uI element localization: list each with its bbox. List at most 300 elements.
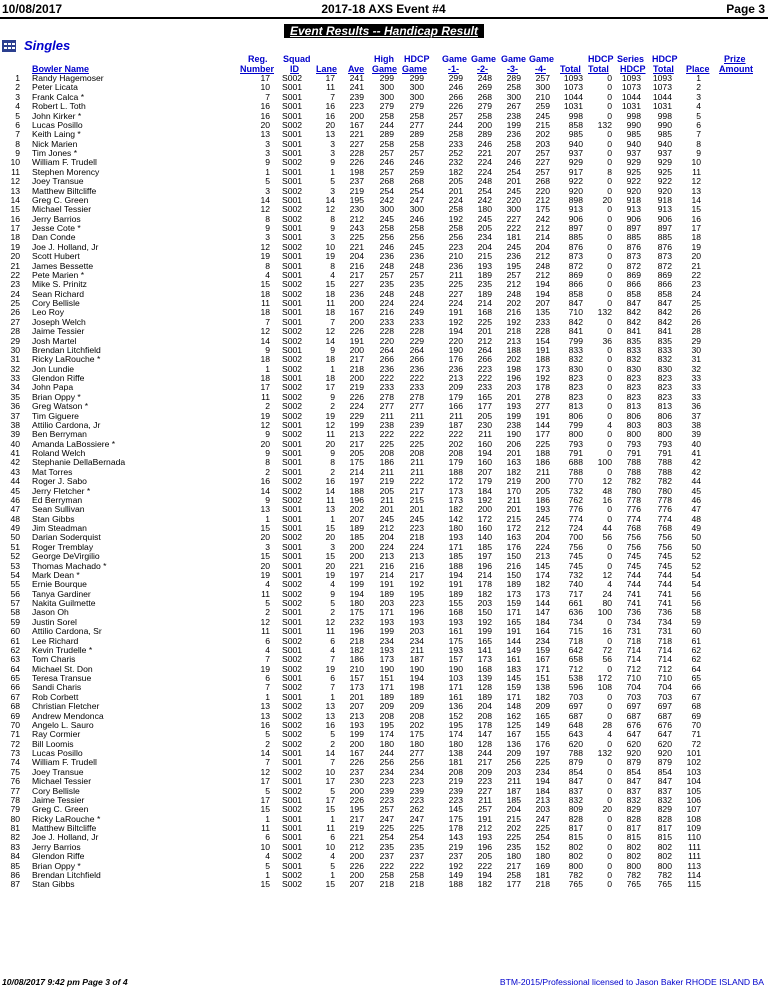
hdcp-grand-total: 817: [657, 823, 672, 833]
series-hdcp: 832: [626, 794, 641, 805]
reg-number: 1: [265, 691, 270, 702]
lane: 9: [330, 448, 335, 458]
lane: 3: [330, 185, 335, 196]
row-index: 48: [10, 513, 20, 524]
series-hdcp: 873: [626, 251, 641, 262]
lane: 17: [325, 776, 335, 787]
hdcp-game: 216: [409, 560, 424, 571]
col-prize-2: Amount: [719, 64, 753, 74]
hdcp-total: 0: [607, 110, 612, 121]
hdcp-game: 224: [409, 541, 424, 552]
row-index: 63: [10, 654, 20, 665]
hdcp-grand-total: 873: [657, 251, 672, 262]
squad-id: S002: [282, 879, 303, 890]
total: 837: [568, 785, 583, 796]
game-1: 149: [448, 869, 463, 880]
game-4: 259: [535, 101, 550, 112]
game-4: 138: [535, 682, 550, 693]
lane: 2: [330, 738, 335, 749]
hdcp-total: 0: [607, 710, 612, 721]
game-4: 204: [535, 241, 550, 252]
game-1: 157: [448, 654, 463, 665]
hdcp-game: 218: [409, 532, 424, 543]
col-g2: Game: [471, 54, 497, 64]
game-3: 212: [506, 279, 521, 290]
game-1: 176: [448, 354, 463, 365]
game-3: 159: [506, 598, 521, 608]
hdcp-game: 213: [409, 551, 424, 562]
reg-number: 18: [260, 373, 270, 383]
game-4: 145: [535, 560, 550, 571]
bowler-name: Stephen Morency: [32, 166, 100, 177]
row-index: 8: [15, 138, 20, 149]
lane: 19: [325, 663, 335, 674]
place: 4: [696, 101, 701, 112]
series-hdcp: 940: [626, 138, 641, 149]
game-2: 194: [477, 448, 492, 458]
hdcp-grand-total: 869: [657, 269, 672, 280]
hdcp-total: 0: [607, 260, 612, 271]
series-hdcp: 918: [626, 194, 641, 205]
game-2: 289: [477, 129, 492, 140]
squad-id: S001: [282, 110, 303, 121]
game-3: 199: [506, 119, 521, 130]
place: 5: [696, 110, 701, 121]
lane: 4: [330, 269, 335, 280]
row-index: 50: [10, 532, 20, 543]
row-index: 69: [10, 710, 20, 721]
game-4: 154: [535, 335, 550, 346]
high-game: 239: [379, 785, 394, 796]
game-2: 196: [477, 841, 492, 852]
hdcp-total: 0: [607, 354, 612, 365]
hdcp-game: 254: [409, 832, 424, 843]
game-1: 258: [448, 223, 463, 233]
squad-id: S001: [282, 541, 303, 552]
bowler-name: Sean Richard: [32, 288, 85, 299]
series-hdcp: 906: [626, 213, 641, 224]
row-index: 65: [10, 673, 20, 683]
place: 2: [696, 82, 701, 93]
reg-number: 17: [260, 382, 270, 393]
hdcp-game: 235: [409, 841, 424, 852]
bowler-name: Mark Dean *: [32, 569, 80, 580]
row-index: 28: [10, 326, 20, 337]
col-hdcptotal-2: Total: [588, 64, 609, 74]
game-2: 180: [477, 204, 492, 215]
page-number: Page 3: [726, 2, 765, 16]
game-3: 171: [506, 607, 521, 618]
hdcp-grand-total: 920: [657, 748, 672, 758]
high-game: 224: [379, 298, 394, 308]
game-1: 171: [448, 682, 463, 693]
place: 33: [691, 373, 701, 383]
bowler-name: Mike S. Prinitz: [32, 279, 87, 290]
game-1: 143: [448, 832, 463, 843]
average: 225: [349, 232, 364, 243]
reg-number: 3: [265, 148, 270, 158]
total: 823: [568, 382, 583, 393]
hdcp-total: 0: [607, 232, 612, 243]
reg-number: 7: [265, 757, 270, 768]
lane: 11: [326, 298, 335, 308]
reg-number: 15: [260, 523, 270, 533]
game-1: 178: [448, 823, 463, 833]
hdcp-game: 257: [409, 148, 424, 158]
hdcp-total: 0: [607, 176, 612, 187]
game-1: 224: [448, 194, 463, 205]
hdcp-grand-total: 906: [657, 213, 672, 224]
hdcp-game: 218: [409, 879, 424, 890]
place: 42: [691, 466, 701, 477]
row-index: 14: [10, 194, 20, 205]
total: 782: [568, 869, 583, 880]
report-date: 10/08/2017: [2, 2, 63, 16]
series-hdcp: 858: [626, 288, 641, 299]
game-2: 245: [477, 213, 492, 224]
hdcp-total: 0: [607, 391, 612, 402]
average: 212: [349, 841, 364, 852]
reg-number: 20: [260, 438, 270, 449]
col-squad: Squad: [283, 54, 311, 64]
row-index: 43: [10, 466, 20, 477]
bowler-name: Matthew Biltcliffe: [32, 185, 97, 196]
game-4: 212: [535, 223, 550, 233]
total: 745: [568, 551, 583, 562]
bowler-name: Attilio Cardona, Sr: [32, 626, 102, 637]
row-index: 40: [10, 438, 20, 449]
hdcp-game: 249: [409, 307, 424, 318]
lane: 12: [325, 326, 335, 337]
bowler-name: Cory Bellisle: [32, 298, 80, 308]
total: 800: [568, 429, 583, 440]
game-4: 257: [535, 148, 550, 158]
game-3: 236: [506, 129, 521, 140]
row-index: 62: [10, 644, 20, 655]
reg-number: 5: [265, 860, 270, 871]
bowler-name: Tom Charis: [32, 654, 76, 665]
reg-number: 1: [265, 363, 270, 374]
reg-number: 1: [265, 869, 270, 880]
col-bowler-name: Bowler Name: [32, 64, 90, 74]
hdcp-game: 211: [410, 466, 424, 477]
total: 866: [568, 279, 583, 290]
place: 60: [691, 626, 701, 637]
place: 59: [691, 616, 701, 627]
place: 108: [686, 813, 701, 824]
col-total: Total: [560, 64, 581, 74]
hdcp-game: 208: [409, 448, 424, 458]
hdcp-total: 28: [602, 719, 612, 730]
hdcp-game: 300: [409, 91, 424, 102]
reg-number: 20: [260, 532, 270, 543]
series-hdcp: 800: [626, 429, 641, 440]
lane: 4: [330, 851, 335, 862]
place: 56: [691, 598, 701, 608]
hdcp-grand-total: 813: [657, 401, 672, 412]
game-3: 171: [506, 691, 521, 702]
average: 182: [349, 644, 364, 655]
game-3: 163: [506, 532, 521, 543]
game-3: 144: [506, 635, 521, 646]
game-4: 193: [535, 504, 550, 515]
high-game: 199: [379, 626, 394, 637]
hdcp-game: 202: [409, 719, 424, 730]
total: 937: [568, 148, 583, 158]
bowler-name: James Bessette: [32, 260, 94, 271]
series-hdcp: 842: [626, 307, 641, 318]
high-game: 258: [379, 110, 394, 121]
game-1: 182: [448, 504, 463, 515]
bowler-name: Roland Welch: [32, 448, 86, 458]
series-hdcp: 791: [626, 448, 641, 458]
row-index: 27: [10, 316, 20, 327]
series-hdcp: 687: [626, 710, 641, 721]
hdcp-game: 222: [409, 429, 424, 440]
lane: 6: [330, 673, 335, 683]
game-4: 144: [535, 598, 550, 608]
high-game: 246: [379, 241, 394, 252]
game-2: 178: [477, 719, 492, 730]
hdcp-game: 239: [409, 785, 424, 796]
series-hdcp: 802: [626, 841, 641, 852]
high-game: 209: [379, 701, 394, 712]
row-index: 5: [15, 110, 20, 121]
lane: 2: [330, 401, 335, 412]
total: 929: [568, 157, 583, 168]
hdcp-game: 254: [409, 185, 424, 196]
hdcp-grand-total: 800: [657, 860, 672, 871]
row-index: 10: [10, 157, 20, 168]
game-1: 190: [448, 344, 463, 355]
game-4: 178: [535, 382, 550, 393]
hdcp-total: 0: [607, 551, 612, 562]
average: 224: [349, 401, 364, 412]
squad-id: S001: [282, 166, 303, 177]
col-g4: Game: [529, 54, 555, 64]
total: 842: [568, 316, 583, 327]
bowler-name: Kevin Trudelle *: [32, 644, 93, 655]
series-hdcp: 782: [626, 869, 641, 880]
subtitle-banner: [0, 22, 768, 40]
game-3: 211: [507, 776, 521, 787]
row-index: 41: [10, 448, 20, 458]
game-1: 236: [448, 260, 463, 271]
reg-number: 16: [260, 719, 270, 730]
high-game: 216: [379, 560, 394, 571]
col-prize: Prize: [724, 54, 746, 64]
reg-number: 10: [260, 82, 270, 93]
hdcp-total: 108: [597, 682, 612, 693]
lane: 1: [330, 813, 335, 824]
bowler-name: Joe J. Holland, Jr: [32, 241, 99, 252]
total: 620: [568, 738, 583, 749]
reg-number: 13: [260, 710, 270, 721]
lane: 7: [330, 757, 335, 768]
game-1: 244: [448, 119, 463, 130]
high-game: 173: [379, 654, 394, 665]
game-2: 227: [477, 785, 492, 796]
total: 712: [568, 663, 583, 674]
squad-id: S002: [282, 579, 303, 590]
average: 214: [349, 466, 364, 477]
squad-id: S001: [282, 832, 303, 843]
hdcp-total: 0: [607, 429, 612, 440]
total: 920: [568, 185, 583, 196]
game-2: 128: [477, 682, 492, 693]
squad-id: S002: [282, 729, 303, 740]
total: 1044: [563, 91, 583, 102]
row-index: 59: [10, 616, 20, 627]
game-1: 226: [448, 101, 463, 112]
hdcp-game: 211: [410, 457, 424, 468]
hdcp-game: 234: [409, 766, 424, 777]
hdcp-game: 247: [409, 194, 424, 205]
bowler-name: Jason Oh: [32, 607, 69, 618]
hdcp-grand-total: 744: [657, 579, 672, 590]
squad-id: S002: [282, 766, 303, 777]
total: 806: [568, 410, 583, 421]
series-hdcp: 823: [626, 382, 641, 393]
row-index: 86: [10, 869, 20, 880]
place: 8: [696, 138, 701, 149]
reg-number: 19: [260, 663, 270, 674]
reg-number: 9: [265, 494, 270, 505]
lane: 1: [330, 166, 335, 177]
place: 37: [691, 410, 701, 421]
row-index: 9: [15, 148, 20, 158]
high-game: 258: [379, 869, 394, 880]
game-3: 258: [506, 869, 521, 880]
high-game: 245: [379, 513, 394, 524]
reg-number: 4: [265, 579, 270, 590]
place: 32: [691, 363, 701, 374]
game-3: 267: [506, 101, 521, 112]
bowler-name: Jon Lundie: [32, 363, 75, 374]
high-game: 195: [379, 719, 394, 730]
game-3: 246: [506, 157, 521, 168]
place: 46: [691, 494, 701, 505]
game-1: 211: [449, 269, 463, 280]
game-2: 222: [477, 860, 492, 871]
game-3: 195: [506, 260, 521, 271]
bowler-name: Glendon Riffe: [32, 851, 85, 862]
game-3: 180: [506, 851, 521, 862]
lane: 9: [330, 391, 335, 402]
total: 869: [568, 269, 583, 280]
hdcp-total: 0: [607, 851, 612, 862]
hdcp-grand-total: 774: [657, 513, 672, 524]
place: 9: [696, 148, 701, 158]
hdcp-grand-total: 998: [657, 110, 672, 121]
hdcp-game: 248: [409, 260, 424, 271]
game-4: 191: [535, 344, 550, 355]
hdcp-total: 0: [607, 251, 612, 262]
high-game: 193: [379, 616, 394, 627]
total: 688: [568, 457, 583, 468]
hdcp-grand-total: 800: [657, 429, 672, 440]
total: 885: [568, 232, 583, 243]
bowler-name: Joseph Welch: [32, 316, 86, 327]
hdcp-total: 0: [607, 448, 612, 458]
squad-id: S002: [282, 598, 303, 608]
squad-id: S001: [282, 260, 303, 271]
reg-number: 19: [260, 410, 270, 421]
game-2: 223: [477, 363, 492, 374]
total: 661: [568, 598, 583, 608]
hdcp-game: 189: [409, 691, 424, 702]
place: 113: [687, 860, 701, 871]
row-index: 64: [10, 663, 20, 674]
game-1: 161: [448, 691, 463, 702]
game-4: 210: [535, 91, 550, 102]
place: 16: [691, 213, 701, 224]
bowler-name: Pete Marien *: [32, 269, 85, 280]
game-3: 218: [506, 326, 521, 337]
series-hdcp: 925: [626, 166, 641, 177]
reg-number: 7: [265, 654, 270, 665]
series-hdcp: 885: [626, 232, 641, 243]
game-4: 144: [535, 419, 550, 430]
series-hdcp: 736: [626, 607, 641, 618]
col-high-2: Game: [372, 64, 398, 74]
game-1: 194: [448, 326, 463, 337]
average: 200: [349, 110, 364, 121]
col-place: Place: [686, 64, 710, 74]
series-hdcp: 780: [626, 485, 641, 496]
bowler-name: Jerry Barrios: [32, 213, 81, 224]
row-index: 18: [10, 232, 20, 243]
high-game: 237: [379, 851, 394, 862]
hdcp-grand-total: 985: [657, 129, 672, 140]
game-4: 165: [535, 710, 550, 721]
row-index: 31: [10, 354, 20, 365]
reg-number: 12: [260, 241, 270, 252]
game-3: 182: [506, 466, 521, 477]
game-4: 233: [535, 316, 550, 327]
average: 175: [349, 457, 364, 468]
game-2: 215: [477, 251, 492, 262]
hdcp-game: 266: [409, 354, 424, 365]
row-index: 80: [10, 813, 20, 824]
row-index: 4: [15, 101, 20, 112]
game-3: 213: [506, 335, 521, 346]
col-high: High: [374, 54, 394, 64]
average: 205: [349, 448, 364, 458]
game-4: 152: [535, 841, 550, 852]
hdcp-total: 0: [607, 298, 612, 308]
game-4: 257: [535, 166, 550, 177]
squad-id: S001: [282, 616, 303, 627]
hdcp-total: 16: [602, 494, 612, 505]
lane: 9: [330, 588, 335, 599]
game-2: 185: [477, 541, 492, 552]
game-3: 248: [506, 288, 521, 299]
reg-number: 8: [265, 457, 270, 468]
average: 212: [349, 213, 364, 224]
row-index: 32: [10, 363, 20, 374]
place: 40: [691, 438, 701, 449]
high-game: 233: [379, 316, 394, 327]
place: 49: [691, 523, 701, 533]
squad-id: S002: [282, 119, 303, 130]
lane: 10: [325, 841, 335, 852]
average: 226: [349, 794, 364, 805]
game-2: 217: [477, 757, 492, 768]
squad-id: S002: [282, 429, 303, 440]
average: 207: [349, 879, 364, 890]
hdcp-grand-total: 925: [657, 166, 672, 177]
